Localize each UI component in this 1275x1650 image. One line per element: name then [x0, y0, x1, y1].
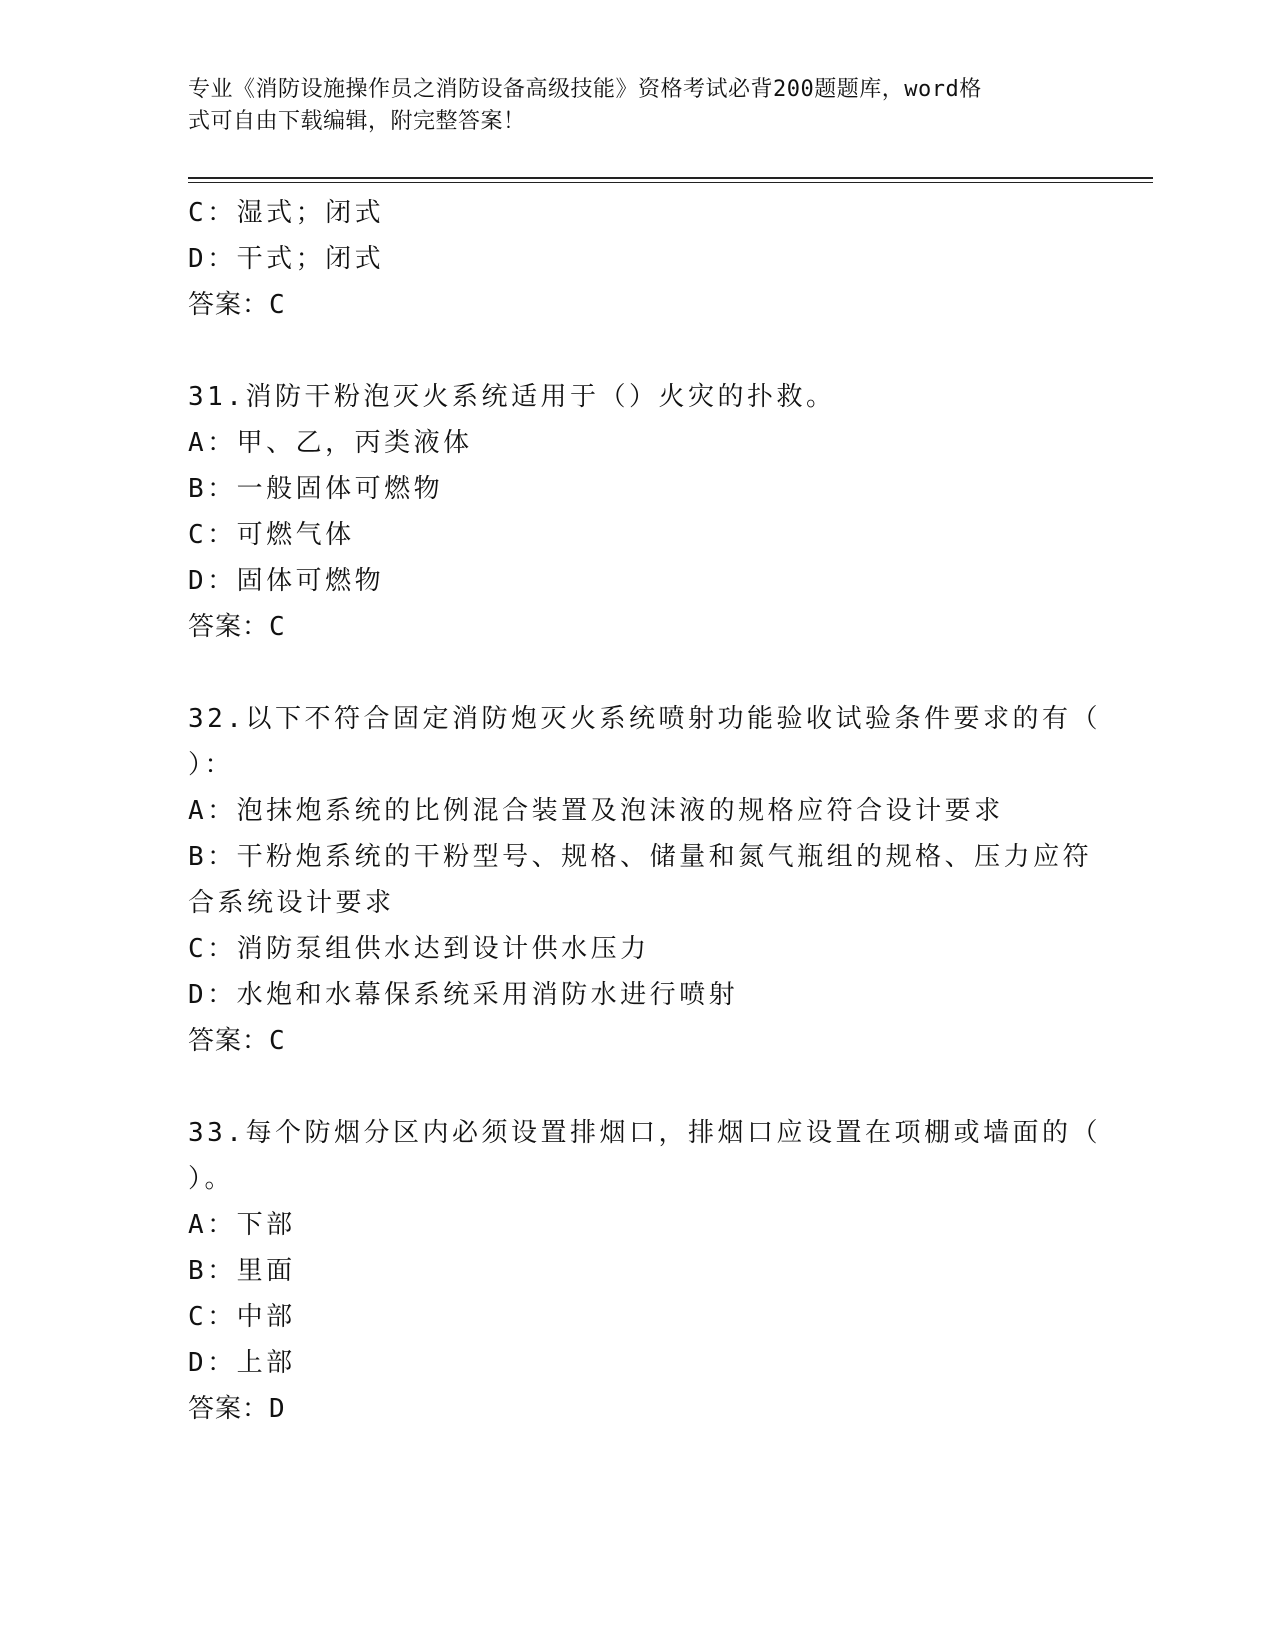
option-a: A：下部 [188, 1210, 296, 1240]
header-rule-thick [188, 177, 1153, 179]
question-30-tail [188, 190, 1088, 328]
option-c: C：中部 [188, 1302, 296, 1332]
option-d: D：上部 [188, 1348, 296, 1378]
question-text-cont: ）： [188, 750, 235, 780]
option-c: C：可燃气体 [188, 520, 355, 550]
option-c: C：消防泵组供水达到设计供水压力 [188, 934, 650, 964]
answer-line: 答案：D [188, 1394, 286, 1424]
answer-line: 答案：C [188, 290, 286, 320]
header-line-2: 式可自由下载编辑，附完整答案！ [188, 109, 526, 134]
header-rule-thin [188, 182, 1153, 183]
question-text-cont: ）。 [188, 1164, 235, 1194]
option-b: B：里面 [188, 1256, 296, 1286]
document-header [188, 74, 1078, 138]
answer-line: 答案：C [188, 612, 286, 642]
question-31 [188, 374, 1088, 650]
header-line-1: 专业《消防设施操作员之消防设备高级技能》资格考试必背200题题库，word格 [188, 77, 982, 102]
answer-line: 答案：C [188, 1026, 286, 1056]
question-text: 33.每个防烟分区内必须设置排烟口，排烟口应设置在项棚或墙面的（ [188, 1118, 1101, 1148]
question-33 [188, 1110, 1101, 1432]
option-a: A：泡抹炮系统的比例混合装置及泡沫液的规格应符合设计要求 [188, 796, 1004, 826]
option-d: D：干式；闭式 [188, 244, 385, 274]
option-b: B：干粉炮系统的干粉型号、规格、储量和氮气瓶组的规格、压力应符 [188, 842, 1093, 872]
spacer [188, 328, 1088, 374]
question-text: 32.以下不符合固定消防炮灭火系统喷射功能验收试验条件要求的有（ [188, 704, 1101, 734]
option-b-cont: 合系统设计要求 [188, 888, 395, 918]
spacer [188, 1064, 1088, 1110]
question-32 [188, 696, 1101, 1064]
spacer [188, 650, 1088, 696]
option-d: D：固体可燃物 [188, 566, 385, 596]
document-body [188, 190, 1101, 1432]
option-c: C：湿式；闭式 [188, 198, 385, 228]
question-text: 31.消防干粉泡灭火系统适用于（）火灾的扑救。 [188, 382, 836, 412]
option-a: A：甲、乙，丙类液体 [188, 428, 473, 458]
option-d: D：水炮和水幕保系统采用消防水进行喷射 [188, 980, 739, 1010]
option-b: B：一般固体可燃物 [188, 474, 444, 504]
